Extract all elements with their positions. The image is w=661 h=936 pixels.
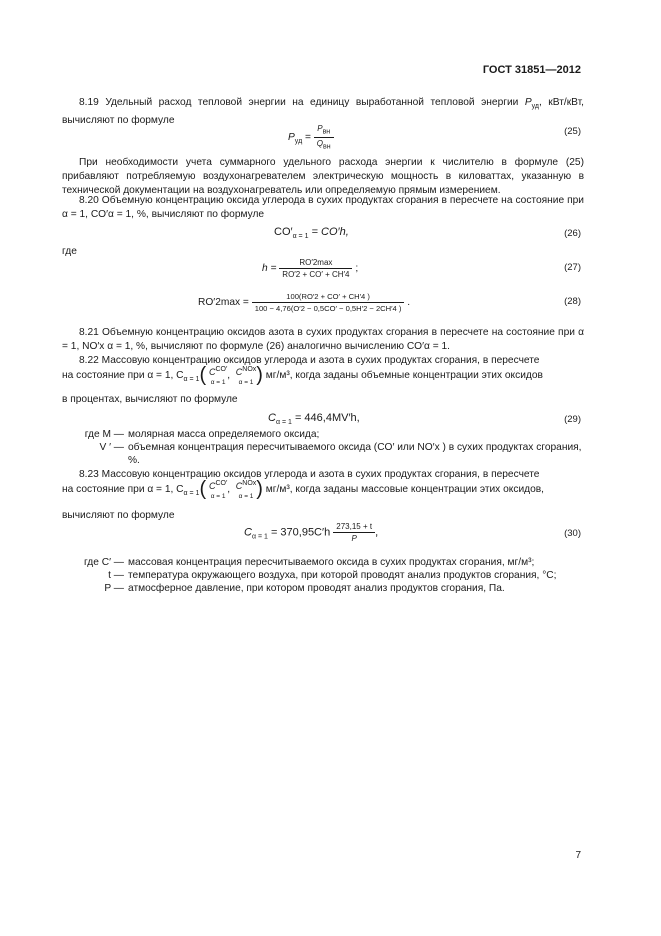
f28-num: 100(RO′2 + CO′ + CH′4 )	[252, 292, 405, 303]
f25-num-sub: вн	[322, 128, 331, 136]
p822-alpha-sub: α = 1	[183, 376, 200, 384]
def-t-term: t —	[108, 570, 124, 581]
f25-den: Q	[316, 138, 324, 148]
f29-lhs: C	[268, 412, 276, 424]
def-c-term: где C′ —	[84, 557, 124, 568]
f26-rhs: = CO′h,	[311, 226, 349, 238]
p823-post: мг/м³, когда заданы массовые концентрации этих оксидов,	[265, 484, 544, 496]
f29-rhs: = 446,4MV′h,	[294, 412, 360, 424]
f28-fraction	[252, 292, 405, 313]
f25-fraction	[314, 124, 334, 150]
p819-text-a: 8.19 Удельный расход тепловой энергии на единицу выработанной тепловой энергии	[79, 97, 525, 108]
definitions-29	[62, 428, 584, 467]
def-v-desc: объемная концентрация пересчитываемого оксида (CO′ или NO′x ) в сухих продуктах сгорания, %.	[128, 442, 582, 466]
f29-lhs-sub: α = 1	[275, 419, 292, 427]
paragraph-8-19-note: При необходимости учета суммарного удельного расхода энергии к числителю в формуле (25) прибавляют потребляемую воздухонагревателем электрическую мощность в киловаттах, указанную в технической документации на воздухонагреватель или определяемую прямым измерением.	[62, 157, 584, 196]
formula-25: $P_{уд}$ = $\frac{P_{вн}}{Q_{вн}}$	[288, 124, 334, 150]
definitions-30	[62, 556, 556, 595]
p823-alpha-1: α = 1	[210, 492, 226, 500]
f27-num: RO′2max	[279, 258, 352, 269]
f26-lhs: CO′	[274, 226, 293, 238]
f28-den: 100 − 4,76(O′2 − 0,5CO′ − 0,5H′2 − 2CH′4 )	[254, 304, 402, 313]
eq-number-26: (26)	[564, 228, 581, 239]
formula-29	[268, 412, 360, 426]
p823-co: CO′	[215, 479, 228, 487]
def-v-term: V ′ —	[99, 442, 124, 453]
p822-pre: на состояние при α = 1, C	[62, 370, 184, 382]
f28-lhs: RO′2max =	[198, 297, 249, 309]
p823-alpha-2: α = 1	[238, 492, 254, 500]
f30-lhs: C	[244, 526, 252, 539]
f30-den: P	[351, 534, 357, 543]
p822-stack-co: $C^{CO'}$ α = 1	[208, 365, 228, 386]
paragraph-8-22-line3: в процентах, вычисляют по формуле	[62, 394, 238, 405]
paragraph-8-23-line3: вычисляют по формуле	[62, 510, 175, 521]
p823-alpha-sub: α = 1	[183, 490, 200, 498]
def-t-desc: температура окружающего воздуха, при которой проводят анализ продуктов сгорания, °С;	[128, 570, 557, 581]
f25-lhs: P	[288, 131, 295, 143]
p822-alpha-2: α = 1	[238, 378, 254, 386]
paragraph-8-23-line1: 8.23 Массовую концентрацию оксидов углерода и азота в сухих продуктах сгорания, в пересчете	[79, 469, 540, 480]
f30-rhs: = 370,95C′h	[270, 526, 331, 539]
p822-co: CO′	[215, 365, 228, 373]
paragraph-8-20: 8.20 Объемную концентрацию оксида углерода в сухих продуктах сгорания в пересчете на состояние при α = 1, CO′α = 1, %, вычисляют по формуле	[62, 195, 584, 220]
paragraph-8-21: 8.21 Объемную концентрацию оксидов азота в сухих продуктах сгорания в пересчете на состояние при α = 1, NO′x α = 1, %, вычисляют по формуле (26) аналогично вычислению CO′α = 1.	[62, 327, 584, 352]
paragraph-8-22-line1: 8.22 Массовую концентрацию оксидов углерода и азота в сухих продуктах сгорания, в пересчете	[79, 355, 540, 366]
f30-lhs-sub: α = 1	[251, 533, 268, 541]
p822-post: мг/м³, когда заданы объемные концентрации этих оксидов	[265, 370, 543, 382]
def-c-desc: массовая концентрация пересчитываемого оксида в сухих продуктах сгорания, мг/м³;	[128, 557, 535, 568]
p823-stack-nox: $C^{NOx}$ α = 1	[235, 479, 257, 500]
p823-stack-co: $C^{CO'}$ α = 1	[208, 479, 228, 500]
f27-fraction	[279, 258, 352, 279]
formula-28: RO′2max = $\frac{100(RO'2 + CO' + CH'4 )}{100 - 4,76(O'2 - 0,5CO' - 0,5H'2 - 2CH'4 )}$ .	[198, 292, 411, 313]
eq-number-25: (25)	[564, 126, 581, 137]
f25-lhs-sub: уд	[294, 137, 303, 145]
p819-symbol: P	[524, 97, 532, 108]
f30-num: 273,15 + t	[333, 522, 375, 533]
f30-fraction	[333, 522, 375, 543]
page-number: 7	[575, 850, 581, 861]
paragraph-8-23-line2: на состояние при α = 1, $C_{\alpha = 1}$( $C^{CO'}$ α = 1, $C^{NOx}$ α = 1 ) мг/м³, когда заданы массовые концентрации этих оксидов,	[62, 478, 544, 500]
f25-num: P	[317, 124, 323, 133]
eq-number-27: (27)	[564, 262, 581, 273]
p819-sub: уд	[531, 103, 539, 111]
def-m-term: где M —	[84, 429, 124, 440]
formula-26	[274, 226, 349, 240]
eq-number-28: (28)	[564, 296, 581, 307]
where-label: где	[62, 246, 77, 257]
p823-pre: на состояние при α = 1, C	[62, 484, 184, 496]
def-p-term: P —	[104, 583, 124, 594]
p822-nox: NOx	[242, 365, 257, 373]
def-p-desc: атмосферное давление, при котором проводят анализ продуктов сгорания, Па.	[128, 583, 505, 594]
p822-alpha-1: α = 1	[210, 378, 226, 386]
formula-27: h = $\frac{RO'2\max}{RO'2 + CO' + CH'4}$ ;	[262, 258, 359, 279]
f27-lhs: h =	[262, 263, 277, 275]
p822-stack-nox: $C^{NOx}$ α = 1	[235, 365, 257, 386]
def-m-desc: молярная масса определяемого оксида;	[128, 429, 320, 440]
p819-text-b: , кВт/кВт, вычисляют по формуле	[62, 97, 584, 127]
eq-number-30: (30)	[564, 528, 581, 539]
f27-den: RO′2 + CO′ + CH′4	[282, 270, 350, 279]
standard-header: ГОСТ 31851—2012	[482, 64, 581, 76]
formula-30	[244, 522, 378, 543]
f30-tail: ,	[375, 526, 379, 539]
eq-number-29: (29)	[564, 414, 581, 425]
f25-den-sub: вн	[323, 143, 331, 151]
p823-nox: NOx	[242, 479, 257, 487]
f26-lhs-sub: α = 1	[292, 233, 309, 241]
paragraph-8-22-line2: на состояние при α = 1, $C_{\alpha = 1}$( $C^{CO'}$ α = 1, $C^{NOx}$ α = 1 ) мг/м³, когда заданы объемные концентрации этих оксидов	[62, 364, 543, 386]
